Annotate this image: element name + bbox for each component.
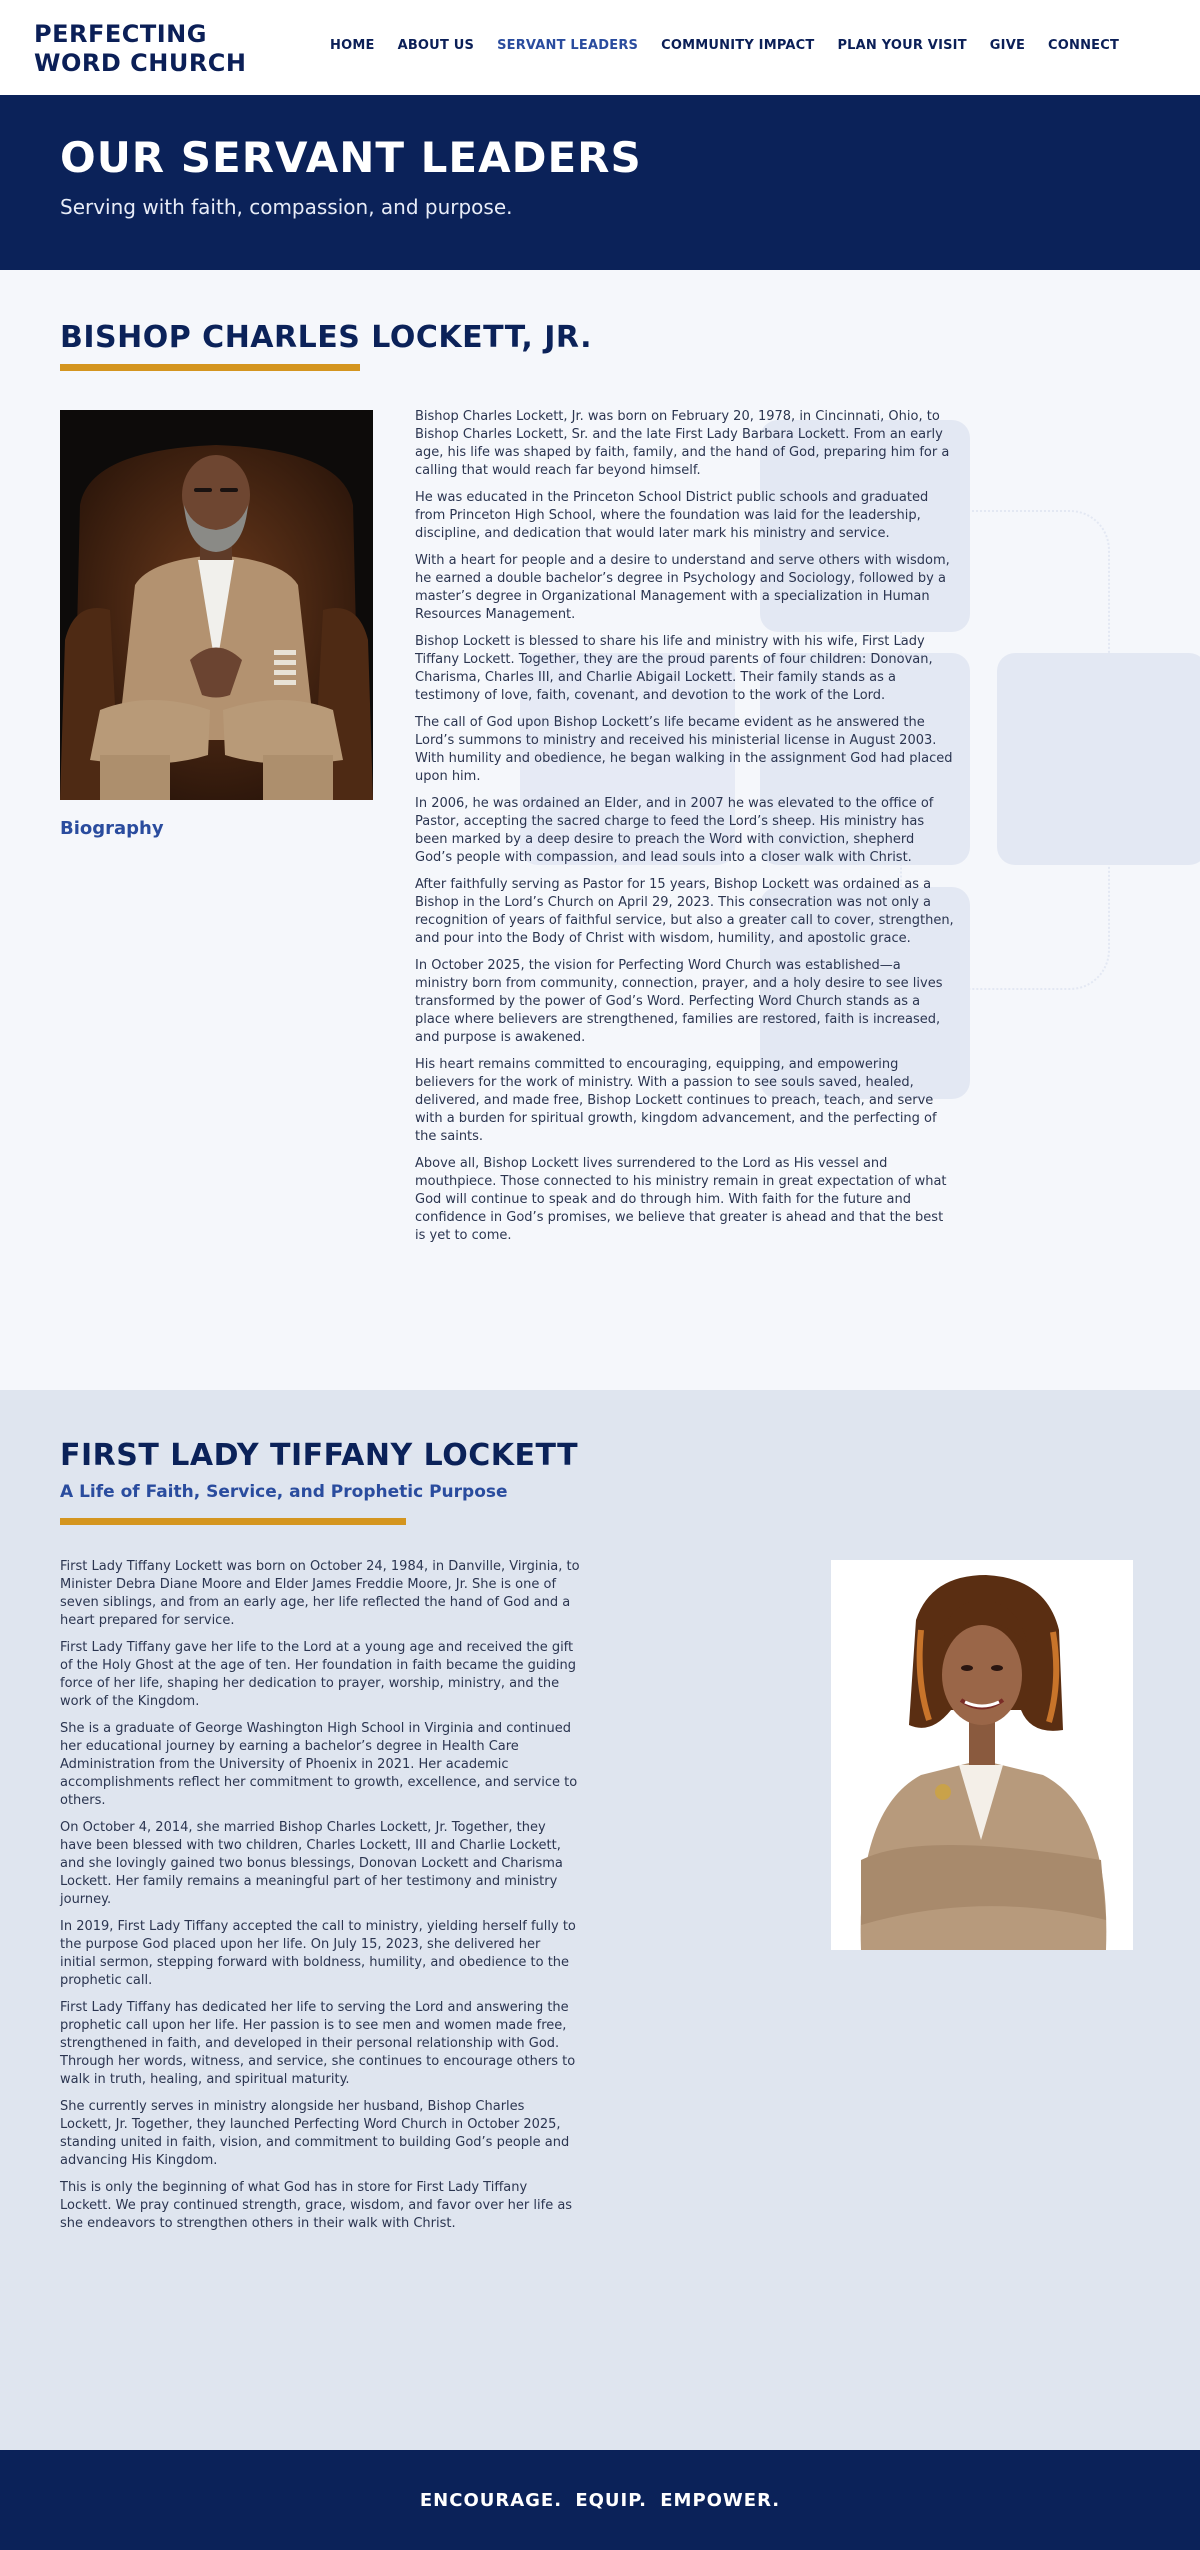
main-nav <box>330 38 1142 53</box>
first-lady-portrait <box>831 1560 1133 1950</box>
nav-servant-leaders[interactable]: SERVANT LEADERS <box>497 38 639 53</box>
heading-underline <box>60 1518 406 1525</box>
bio-paragraph: On October 4, 2014, she married Bishop Charles Lockett, Jr. Together, they have been blessed with two children, Charles Lockett, III and Charlie Lockett, and she lovingly gained two bonus blessings, Donovan Lockett and Charisma Lockett. Her family remains a meaningful part of her testimony and ministry journey. <box>60 1820 563 1907</box>
bio-paragraph: First Lady Tiffany Lockett was born on October 24, 1984, in Danville, Virginia, to Minister Debra Diane Moore and Elder James Freddie Moore, Jr. She is one of seven siblings, and from an early age, her life reflected the hand of God and a heart prepared for service. <box>60 1559 580 1628</box>
bio-paragraph: First Lady Tiffany gave her life to the Lord at a young age and received the gift of the Holy Ghost at the age of ten. Her foundation in faith became the guiding force of her life, shaping her dedication to prayer, worship, ministry, and the work of the Kingdom. <box>60 1640 577 1709</box>
bio-paragraph: In 2019, First Lady Tiffany accepted the call to ministry, yielding herself fully to the purpose God placed upon her life. On July 15, 2023, she delivered her initial sermon, stepping forward with boldness, humility, and obedience to the prophetic call. <box>60 1919 576 1988</box>
nav-give[interactable]: GIVE <box>989 38 1026 53</box>
site-footer <box>0 2450 1200 2550</box>
page-title: OUR SERVANT LEADERS <box>60 133 642 182</box>
bio-paragraph: In 2006, he was ordained an Elder, and in 2007 he was elevated to the office of Pastor, accepting the sacred charge to feed the Lord’s sheep. His ministry has been marked by a deep desire to preach the Word with conviction, shepherd God’s people with compassion, and lead souls into a closer walk with Christ. <box>415 796 934 865</box>
footer-motto: ENCOURAGE. EQUIP. EMPOWER. <box>419 2490 781 2511</box>
bio-paragraph: With a heart for people and a desire to understand and serve others with wisdom, he earned a double bachelor’s degree in Psychology and Sociology, followed by a master’s degree in Organizational Management with a specialization in Human Resources Management. <box>415 553 950 622</box>
logo-line-2: WORD CHURCH <box>34 49 247 77</box>
bishop-biography <box>415 408 955 1254</box>
nav-connect[interactable]: CONNECT <box>1048 38 1120 53</box>
bio-paragraph: The call of God upon Bishop Lockett’s life became evident as he answered the Lord’s summons to ministry and received his ministerial license in August 2003. With humility and obedience, he began walking in the assignment God had placed upon him. <box>415 715 953 784</box>
nav-plan-your-visit[interactable]: PLAN YOUR VISIT <box>837 38 967 53</box>
bishop-portrait <box>60 410 373 800</box>
bio-paragraph: After faithfully serving as Pastor for 15 years, Bishop Lockett was ordained as a Bishop in the Lord’s Church on April 29, 2023. This consecration was not only a recognition of years of faithful service, but also a greater call to cover, strengthen, and pour into the Body of Christ with wisdom, humility, and apostolic grace. <box>415 877 954 946</box>
bio-paragraph: Above all, Bishop Lockett lives surrendered to the Lord as His vessel and mouthpiece. Those connected to his ministry remain in great expectation of what God will continue to speak and do through him. With faith for the future and confidence in God’s promises, we believe that greater is ahead and that the best is yet to come. <box>415 1156 947 1243</box>
hero-banner <box>0 95 1200 270</box>
first-lady-biography <box>60 1558 580 2242</box>
bio-paragraph: He was educated in the Princeton School District public schools and graduated from Princeton High School, where the foundation was laid for the leadership, discipline, and dedication that would later mark his ministry and service. <box>415 490 929 541</box>
logo-line-1: PERFECTING <box>34 20 207 48</box>
nav-home[interactable]: HOME <box>330 38 375 53</box>
heading-underline <box>60 364 360 371</box>
bio-paragraph: First Lady Tiffany has dedicated her life to serving the Lord and answering the prophetic call upon her life. Her passion is to see men and women made free, strengthened in faith, and developed in their personal relationship with God. Through her words, witness, and service, she continues to encourage others to walk in truth, healing, and spiritual maturity. <box>60 2000 576 2087</box>
nav-about-us[interactable]: ABOUT US <box>397 38 475 53</box>
nav-community-impact[interactable]: COMMUNITY IMPACT <box>661 38 815 53</box>
first-lady-section <box>0 1390 1200 2450</box>
bishop-section <box>0 270 1200 1390</box>
first-lady-name-heading: FIRST LADY TIFFANY LOCKETT <box>60 1438 579 1473</box>
bio-paragraph: Bishop Charles Lockett, Jr. was born on February 20, 1978, in Cincinnati, Ohio, to Bishop Charles Lockett, Sr. and the late First Lady Barbara Lockett. From an early age, his life was shaped by faith, family, and the hand of God, preparing him for a calling that would reach far beyond himself. <box>415 409 950 478</box>
page-subtitle: Serving with faith, compassion, and purpose. <box>60 195 513 219</box>
bio-paragraph: His heart remains committed to encouraging, equipping, and empowering believers for the work of ministry. With a passion to see souls saved, healed, delivered, and made free, Bishop Lockett continues to preach, teach, and serve with a burden for spiritual growth, kingdom advancement, and the perfecting of the saints. <box>415 1057 937 1144</box>
bio-paragraph: In October 2025, the vision for Perfecting Word Church was established—a ministry born from community, connection, prayer, and a holy desire to see lives transformed by the power of God’s Word. Perfecting Word Church stands as a place where believers are strengthened, families are restored, faith is increased, and purpose is awakened. <box>415 958 943 1045</box>
site-logo[interactable] <box>34 20 247 78</box>
biography-label[interactable]: Biography <box>60 818 164 839</box>
bishop-name-heading: BISHOP CHARLES LOCKETT, JR. <box>60 320 592 355</box>
first-lady-tagline: A Life of Faith, Service, and Prophetic Purpose <box>60 1482 508 1502</box>
bio-paragraph: She is a graduate of George Washington High School in Virginia and continued her educational journey by earning a bachelor’s degree in Health Care Administration from the University of Phoenix in 2021. Her academic accomplishments reflect her commitment to growth, excellence, and service to others. <box>60 1721 578 1808</box>
bio-paragraph: She currently serves in ministry alongside her husband, Bishop Charles Lockett, Jr. Together, they launched Perfecting Word Church in October 2025, standing united in faith, vision, and commitment to building God’s people and advancing His Kingdom. <box>60 2099 570 2168</box>
bio-paragraph: Bishop Lockett is blessed to share his life and ministry with his wife, First Lady Tiffany Lockett. Together, they are the proud parents of four children: Donovan, Charisma, Charles III, and Charlie Abigail Lockett. Their family stands as a testimony of love, faith, covenant, and devotion to the work of the Lord. <box>415 634 933 703</box>
bio-paragraph: This is only the beginning of what God has in store for First Lady Tiffany Lockett. We pray continued strength, grace, wisdom, and favor over her life as she endeavors to strengthen others in their walk with Christ. <box>60 2180 573 2231</box>
site-header <box>0 0 1200 95</box>
